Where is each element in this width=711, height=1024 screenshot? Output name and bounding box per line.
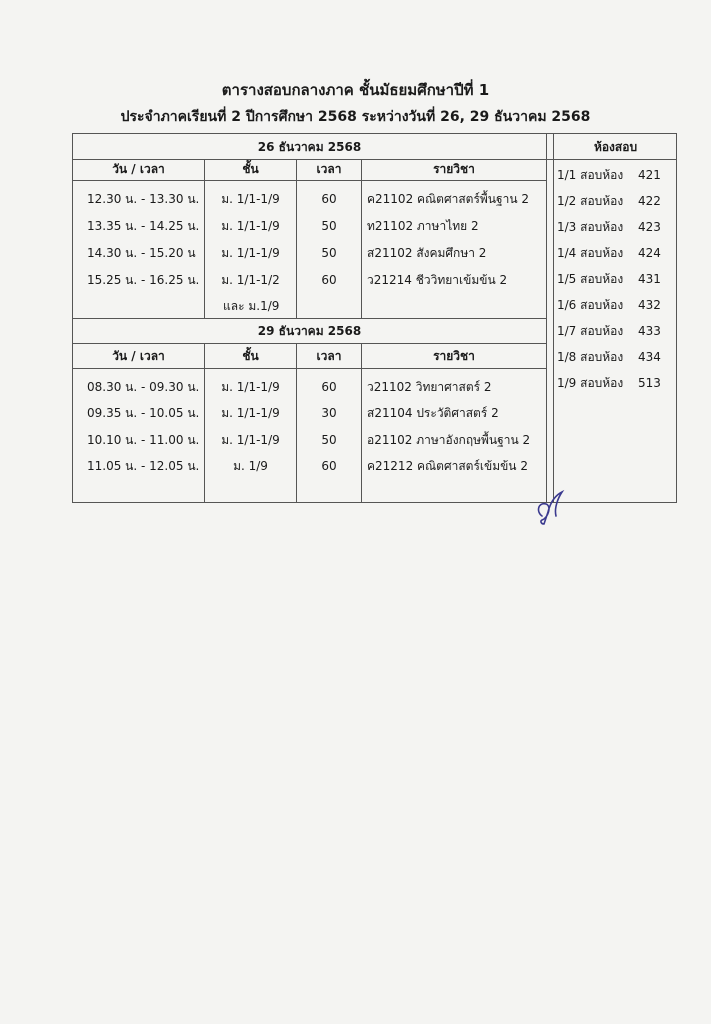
row-grade: ม. 1/1-1/9 — [221, 192, 280, 206]
room-number: 431 — [638, 272, 661, 286]
room-class: 1/9 สอบห้อง — [557, 376, 624, 390]
day2-date: 29 ธันวาคม 2568 — [257, 324, 362, 338]
col-line-3a — [361, 160, 362, 318]
col-time-header-2: วัน / เวลา — [112, 349, 165, 363]
row-duration: 50 — [321, 246, 337, 260]
room-class: 1/6 สอบห้อง — [557, 298, 624, 312]
col-duration-header-2: เวลา — [316, 349, 342, 363]
col-grade-header-2: ชั้น — [242, 349, 259, 363]
row-time: 14.30 น. - 15.20 น — [87, 246, 196, 260]
row-time: 13.35 น. - 14.25 น. — [87, 219, 200, 233]
room-class: 1/5 สอบห้อง — [557, 272, 624, 286]
room-number: 513 — [638, 376, 661, 390]
day1-date: 26 ธันวาคม 2568 — [257, 140, 362, 154]
row-subject: ค21212 คณิตศาสตร์เข้มข้น 2 — [367, 459, 528, 473]
row-time: 15.25 น. - 16.25 น. — [87, 273, 200, 287]
row-time: 10.10 น. - 11.00 น. — [87, 433, 200, 447]
row-grade: ม. 1/9 — [233, 459, 268, 473]
row-duration: 30 — [321, 406, 337, 420]
room-number: 434 — [638, 350, 661, 364]
col-line-1a — [204, 160, 205, 318]
col-time-header: วัน / เวลา — [112, 162, 165, 176]
col-line-2a — [296, 160, 297, 318]
row-grade: ม. 1/1-1/9 — [221, 380, 280, 394]
room-number: 423 — [638, 220, 661, 234]
room-class: 1/1 สอบห้อง — [557, 168, 624, 182]
signature-icon — [532, 486, 576, 528]
page-title: ตารางสอบกลางภาค ชั้นมัธยมศึกษาปีที่ 1 — [221, 81, 490, 99]
row-subject: ค21102 คณิตศาสตร์พื้นฐาน 2 — [367, 192, 530, 206]
room-class: 1/2 สอบห้อง — [557, 194, 624, 208]
row-duration: 50 — [321, 219, 337, 233]
day1-end-line — [73, 318, 547, 319]
day1-colhead-line — [73, 180, 547, 181]
day2-date-line — [73, 343, 547, 344]
row-subject: อ21102 ภาษาอังกฤษพื้นฐาน 2 — [367, 433, 531, 447]
page-subtitle: ประจำภาคเรียนที่ 2 ปีการศึกษา 2568 ระหว่างวันที่ 26, 29 ธันวาคม 2568 — [120, 109, 591, 125]
row-subject: ว21214 ชีววิทยาเข้มข้น 2 — [367, 273, 508, 287]
row-duration: 50 — [321, 433, 337, 447]
row-grade: ม. 1/1-1/2 — [221, 273, 280, 287]
row-duration: 60 — [321, 459, 337, 473]
row-grade: ม. 1/1-1/9 — [221, 433, 280, 447]
col-subject-header-2: รายวิชา — [433, 349, 475, 363]
room-class: 1/8 สอบห้อง — [557, 350, 624, 364]
row-grade: ม. 1/1-1/9 — [221, 219, 280, 233]
rooms-header: ห้องสอบ — [593, 140, 638, 154]
row-duration: 60 — [321, 273, 337, 287]
row-duration: 60 — [321, 192, 337, 206]
col-duration-header: เวลา — [316, 162, 342, 176]
col-subject-header: รายวิชา — [433, 162, 475, 176]
day1-extra-grade: และ ม.1/9 — [223, 299, 280, 313]
row-subject: ส21102 สังคมศึกษา 2 — [367, 246, 487, 260]
row-duration: 60 — [321, 380, 337, 394]
row-time: 08.30 น. - 09.30 น. — [87, 380, 200, 394]
room-number: 422 — [638, 194, 661, 208]
row-subject: ส21104 ประวัติศาสตร์ 2 — [367, 406, 499, 420]
row-time: 12.30 น. - 13.30 น. — [87, 192, 200, 206]
room-class: 1/7 สอบห้อง — [557, 324, 624, 338]
room-number: 421 — [638, 168, 661, 182]
exam-schedule-table — [72, 133, 677, 503]
rooms-divider-line-2 — [553, 134, 554, 503]
room-number: 424 — [638, 246, 661, 260]
row-time: 11.05 น. - 12.05 น. — [87, 459, 200, 473]
row-grade: ม. 1/1-1/9 — [221, 406, 280, 420]
room-number: 432 — [638, 298, 661, 312]
header-line — [73, 159, 677, 160]
day2-colhead-line — [73, 368, 547, 369]
row-time: 09.35 น. - 10.05 น. — [87, 406, 200, 420]
row-subject: ว21102 วิทยาศาสตร์ 2 — [367, 380, 492, 394]
row-subject: ท21102 ภาษาไทย 2 — [367, 219, 479, 233]
room-number: 433 — [638, 324, 661, 338]
row-grade: ม. 1/1-1/9 — [221, 246, 280, 260]
room-class: 1/3 สอบห้อง — [557, 220, 624, 234]
room-class: 1/4 สอบห้อง — [557, 246, 624, 260]
col-grade-header: ชั้น — [242, 162, 259, 176]
